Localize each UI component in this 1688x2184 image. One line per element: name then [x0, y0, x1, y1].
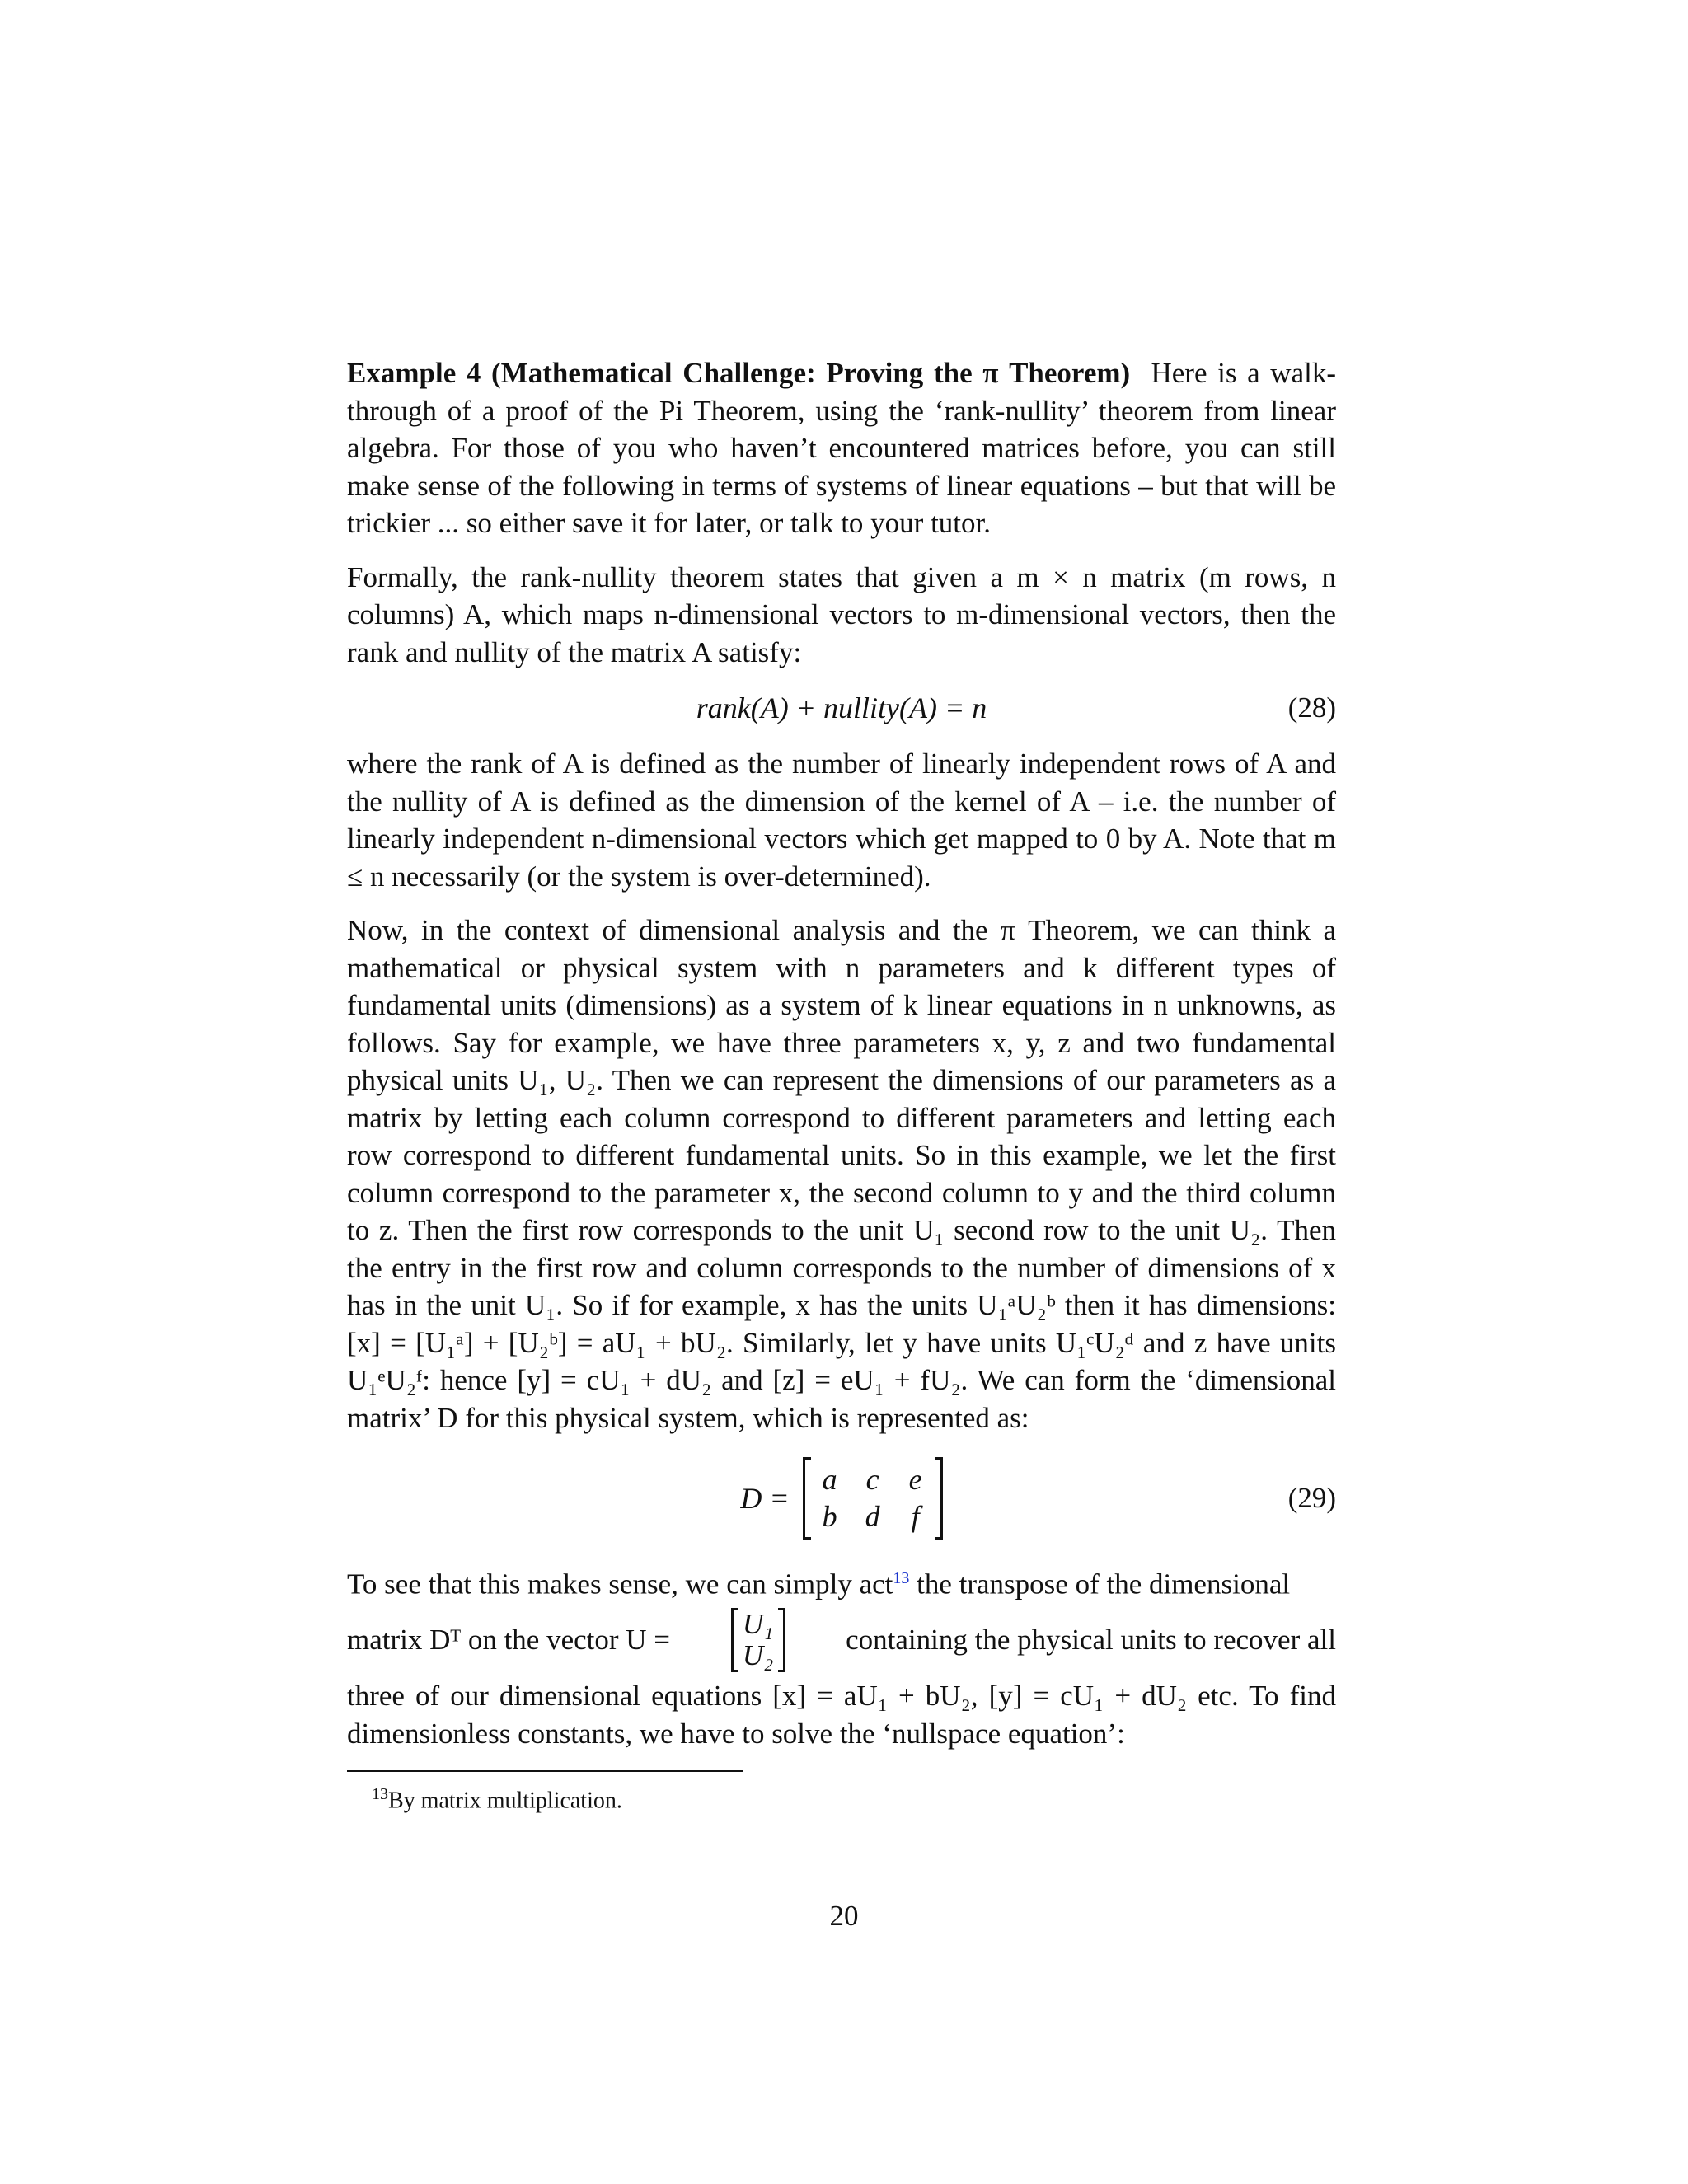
dimensional-analysis-paragraph: Now, in the context of dimensional analysis and the π Theorem, we can think a mathematical or physical system with n parameters and k different types of fundamental units (dimensions) as a system of k linear equations in n unknowns, as follows. Say for example, we have three parameters x, y, z and two fundamental physical units U₁, U₂. Then we can represent the dimensions of our parameters as a matrix by letting each column correspond to different parameters and letting each row correspond to different fundamental units. So in this example, we let the first column correspond to the parameter x, the second column to y and the third column to z. Then the first row corresponds to the unit U₁ second row to the unit U₂. Then the entry in the first row and column corresponds to the number of dimensions of x has in the unit U₁. So if for example, x has the units U₁ᵃU₂ᵇ then it has dimensions: [x] = [U₁ᵃ] + [U₂ᵇ] = aU₁ + bU₂. Similarly, let y have units U₁ᶜU₂ᵈ and z have units U₁ᵉU₂ᶠ: hence [y] = cU₁ + dU₂ and [z] = eU₁ + fU₂. We can form the ‘dimensional matrix’ D for this physical system, which is represented as: [347, 914, 1336, 1434]
matrix-cell: e [908, 1463, 922, 1496]
example-heading: Example 4 (Mathematical Challenge: Proving the π Theorem) [347, 357, 1131, 389]
matrix-cell: f [911, 1500, 920, 1533]
see-paragraph: To see that this makes sense, we can simply act$^{13}$ the transpose of the dimensional [347, 1568, 1291, 1601]
equation-29 [347, 1436, 1336, 1560]
footnote [347, 1779, 1336, 1816]
equation-28-number: (28) [1287, 691, 1336, 724]
nullspace-paragraph: three of our dimensional equations [x] = aU₁ + bU₂, [y] = cU₁ + dU₂ etc. To find dimensionless constants, we have to solve the ‘nullspace equation’: [347, 1680, 1336, 1750]
rank-nullity-paragraph: Formally, the rank-nullity theorem states that given a m × n matrix (m rows, n columns) A, which maps n-dimensional vectors to m-dimensional vectors, then the rank and nullity of the matrix A satisfy: [347, 560, 1336, 668]
unit-vector: U₁ U₂ [731, 1609, 785, 1671]
footnote-link[interactable]: 13 [893, 1569, 910, 1587]
vector-line-left: matrix Dᵀ on the vector U = [347, 1624, 671, 1657]
vector-line [347, 1603, 1336, 1677]
equation-28 [347, 671, 1336, 745]
vector-line-right: containing the physical units to recover all [846, 1624, 1336, 1657]
matrix-cell: a [822, 1463, 837, 1496]
matrix-cell: c [865, 1463, 879, 1496]
equation-28-body: rank(A) + nullity(A) = n [696, 691, 987, 724]
example-paragraph [347, 354, 1336, 542]
matrix-cell: d [865, 1500, 880, 1533]
matrix-cell: b [822, 1500, 837, 1533]
equation-29-number: (29) [1287, 1482, 1336, 1514]
dimensional-matrix [803, 1458, 943, 1539]
footnote-rule [347, 1770, 743, 1772]
equation-29-lhs: D = [740, 1482, 790, 1515]
example-intro: Here is a walk-through of a proof of the Pi Theorem, using the ‘rank-nullity’ theorem from linear algebra. For those of you who haven’t encountered matrices before, you can still make sense of the following in terms of systems of linear equations – but that will be trickier ... so either save it for later, or talk to your tutor. [347, 357, 1336, 539]
where-paragraph: where the rank of A is defined as the number of linearly independent rows of A and the nullity of A is defined as the dimension of the kernel of A – i.e. the number of linearly independent n-dimensional vectors which get mapped to 0 by A. Note that m ≤ n necessarily (or the system is over-determined). [347, 748, 1336, 893]
page-content [347, 354, 1336, 1816]
footnote-mark: 13 [372, 1785, 388, 1804]
page-number: 20 [829, 1900, 859, 1932]
footnote-text: By matrix multiplication. [388, 1788, 622, 1814]
